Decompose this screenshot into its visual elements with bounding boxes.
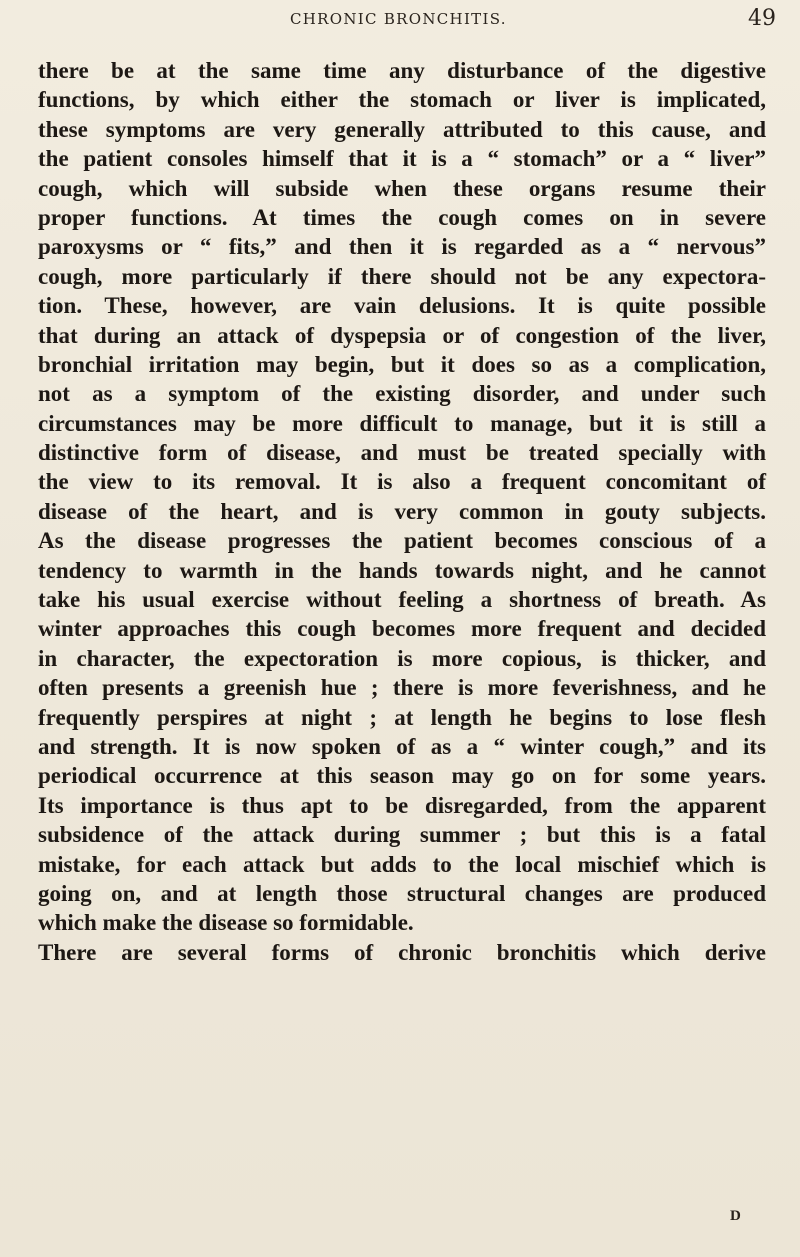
running-title: CHRONIC BRONCHITIS. [290, 10, 507, 28]
text-line-3: these symptoms are very generally attributed to this cause, and [38, 116, 766, 142]
signature-mark: D [730, 1208, 741, 1224]
text-line-6: proper functions. At times the cough comes on in severe [38, 204, 766, 230]
text-line-16: disease of the heart, and is very common in gouty subjects. [38, 498, 766, 524]
text-line-9: tion. These, however, are vain delusions. It is quite possible [38, 293, 766, 319]
text-line-29: going on, and at length those structural changes are produced [38, 880, 766, 906]
text-line-15: the view to its removal. It is also a frequent concomitant of [38, 469, 766, 495]
text-line-26: Its importance is thus apt to be disregarded, from the apparent [38, 792, 766, 818]
text-line-17: As the disease progresses the patient becomes conscious of a [38, 528, 766, 554]
text-line-18: tendency to warmth in the hands towards night, and he cannot [38, 557, 766, 583]
text-line-10: that during an attack of dyspepsia or of congestion of the liver, [38, 322, 766, 348]
body-text [38, 56, 766, 967]
text-line-28: mistake, for each attack but adds to the local mischief which is [38, 851, 766, 877]
text-line-11: bronchial irritation may begin, but it does so as a complication, [38, 351, 766, 377]
text-line-1: there be at the same time any disturbance of the digestive [38, 58, 766, 83]
running-head [0, 6, 800, 46]
text-line-8: cough, more particularly if there should not be any expectora- [38, 263, 766, 289]
text-line-22: often presents a greenish hue ; there is more feverishness, and he [38, 675, 766, 701]
text-line-31: There are several forms of chronic bronchitis which derive [38, 939, 766, 965]
text-line-2: functions, by which either the stomach or liver is implicated, [38, 87, 766, 113]
text-line-7: paroxysms or “ fits,” and then it is regarded as a “ nervous” [38, 234, 766, 260]
text-line-14: distinctive form of disease, and must be treated specially with [38, 440, 766, 466]
text-line-21: in character, the expectoration is more copious, is thicker, and [38, 645, 766, 671]
text-line-23: frequently perspires at night ; at length he begins to lose flesh [38, 704, 766, 730]
page-number: 49 [748, 6, 776, 31]
text-line-19: take his usual exercise without feeling a shortness of breath. As [38, 587, 766, 613]
text-line-30: which make the disease so formidable. [38, 910, 414, 936]
text-line-27: subsidence of the attack during summer ; but this is a fatal [38, 822, 766, 848]
text-line-12: not as a symptom of the existing disorder, and under such [38, 381, 766, 407]
text-line-13: circumstances may be more difficult to manage, but it is still a [38, 410, 766, 436]
text-line-20: winter approaches this cough becomes more frequent and decided [38, 616, 766, 642]
text-line-24: and strength. It is now spoken of as a “ winter cough,” and its [38, 733, 766, 759]
text-line-5: cough, which will subside when these organs resume their [38, 175, 766, 201]
text-line-4: the patient consoles himself that it is a “ stomach” or a “ liver” [38, 146, 766, 172]
text-line-25: periodical occurrence at this season may go on for some years. [38, 763, 766, 789]
